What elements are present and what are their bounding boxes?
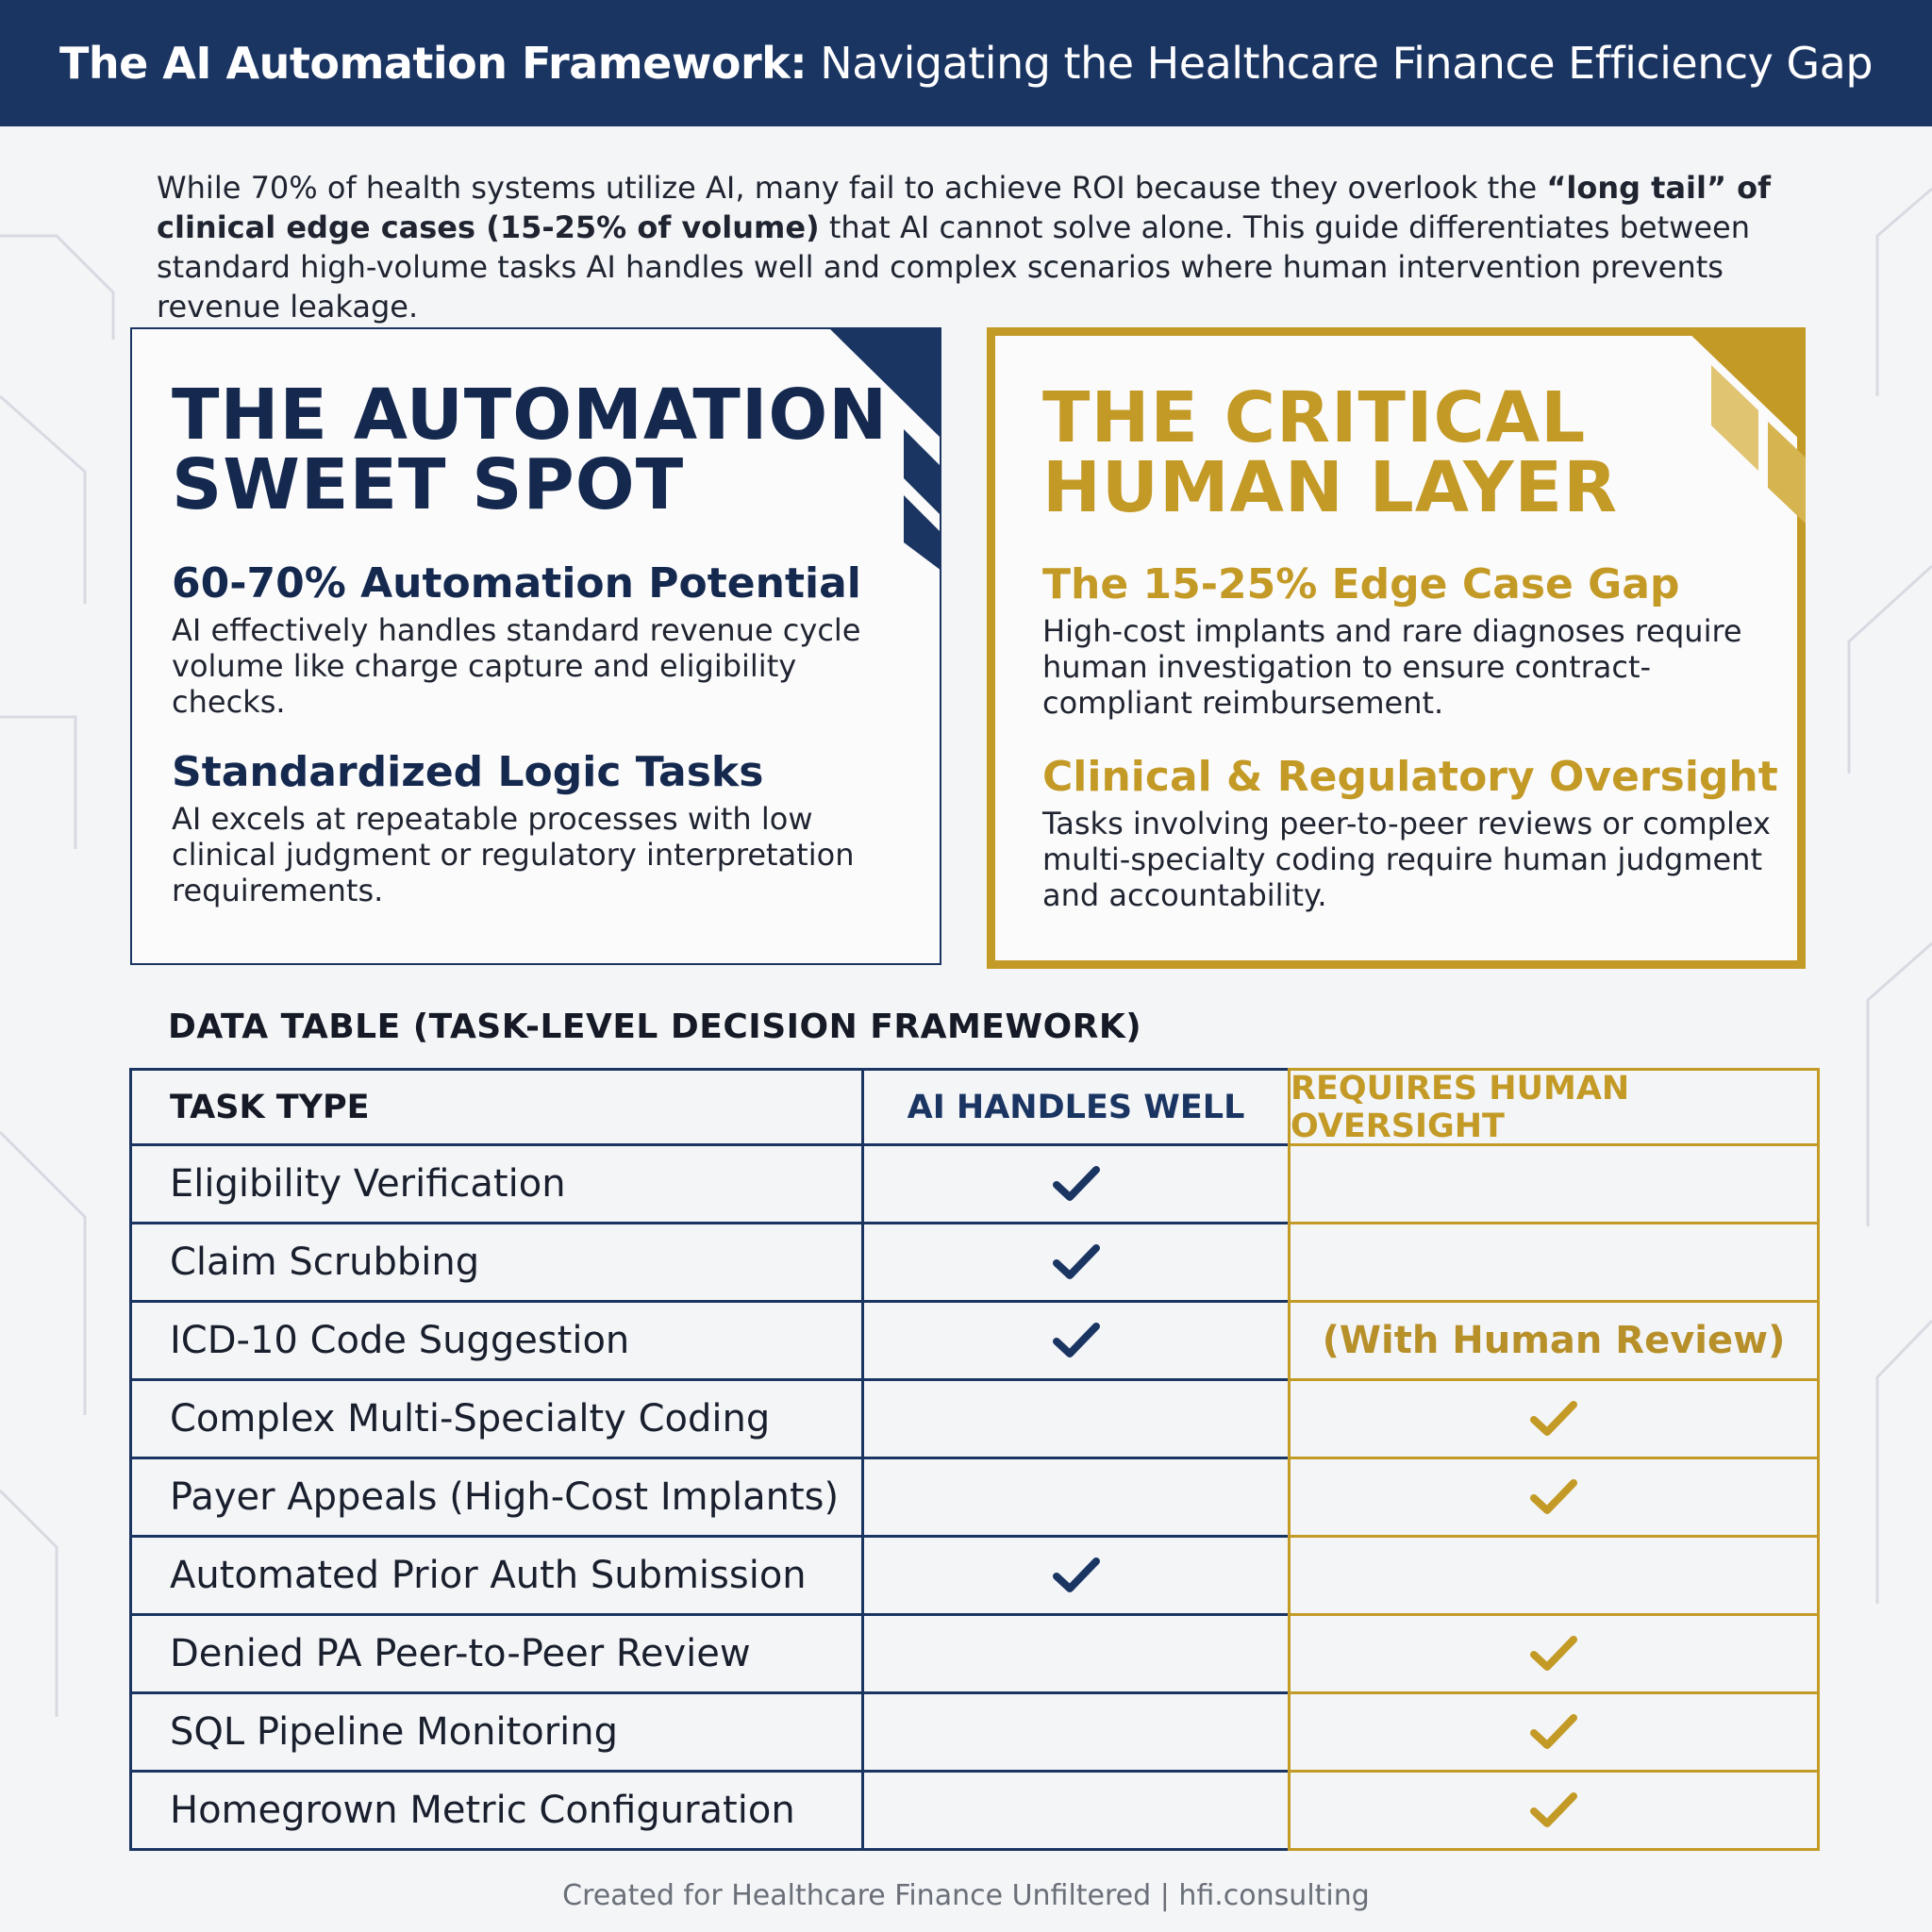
task-type-cell: Automated Prior Auth Submission bbox=[129, 1538, 861, 1616]
ai-handles-well-cell bbox=[861, 1303, 1288, 1381]
table-row bbox=[129, 1616, 1820, 1694]
card-title-line1: THE CRITICAL bbox=[1042, 377, 1587, 458]
section-body: High-cost implants and rare diagnoses require human investigation to ensure contract-compliant reimbursement. bbox=[1042, 613, 1742, 721]
header-ai-handles-well: AI HANDLES WELL bbox=[861, 1068, 1288, 1146]
table-row bbox=[129, 1694, 1820, 1773]
checkmark-icon bbox=[1049, 1162, 1104, 1206]
ai-handles-well-cell bbox=[861, 1146, 1288, 1224]
human-oversight-cell bbox=[1288, 1538, 1820, 1616]
ai-handles-well-cell bbox=[861, 1381, 1288, 1459]
checkmark-icon bbox=[1526, 1632, 1581, 1675]
table-row bbox=[129, 1459, 1820, 1538]
automation-section-2 bbox=[172, 748, 917, 908]
checkmark-icon bbox=[1049, 1554, 1104, 1597]
intro-text-1: While 70% of health systems utilize AI, many fail to achieve ROI because they overlook the bbox=[157, 170, 1547, 206]
section-heading: 60-70% Automation Potential bbox=[172, 559, 861, 608]
human-review-note: (With Human Review) bbox=[1322, 1319, 1786, 1362]
checkmark-icon bbox=[1526, 1710, 1581, 1754]
table-row bbox=[129, 1381, 1820, 1459]
checkmark-icon bbox=[1049, 1241, 1104, 1284]
section-heading: Standardized Logic Tasks bbox=[172, 748, 764, 796]
task-type-cell: Eligibility Verification bbox=[129, 1146, 861, 1224]
card-title-line1: THE AUTOMATION bbox=[172, 375, 889, 456]
human-oversight-cell bbox=[1288, 1616, 1820, 1694]
card-title-line2: HUMAN LAYER bbox=[1042, 447, 1619, 528]
header-requires-human-oversight: REQUIRES HUMAN OVERSIGHT bbox=[1288, 1068, 1820, 1146]
task-type-cell: Payer Appeals (High-Cost Implants) bbox=[129, 1459, 861, 1538]
header-title-rest: Navigating the Healthcare Finance Efficiency Gap bbox=[807, 38, 1874, 89]
checkmark-icon bbox=[1526, 1475, 1581, 1519]
task-type-cell: SQL Pipeline Monitoring bbox=[129, 1694, 861, 1773]
human-oversight-cell bbox=[1288, 1381, 1820, 1459]
ai-handles-well-cell bbox=[861, 1224, 1288, 1303]
decision-table bbox=[129, 1068, 1820, 1851]
human-oversight-cell bbox=[1288, 1303, 1820, 1381]
header-task-type: TASK TYPE bbox=[129, 1068, 861, 1146]
card-title bbox=[1042, 377, 1619, 528]
footer-credit: Created for Healthcare Finance Unfiltered | hfi.consulting bbox=[562, 1879, 1370, 1912]
automation-section-1 bbox=[172, 559, 917, 720]
ai-handles-well-cell bbox=[861, 1773, 1288, 1851]
intro-paragraph bbox=[157, 168, 1789, 326]
table-row bbox=[129, 1773, 1820, 1851]
human-oversight-cell bbox=[1288, 1224, 1820, 1303]
ai-handles-well-cell bbox=[861, 1459, 1288, 1538]
ai-handles-well-cell bbox=[861, 1694, 1288, 1773]
human-section-2 bbox=[1042, 753, 1788, 913]
human-section-1 bbox=[1042, 560, 1788, 721]
card-title bbox=[172, 375, 889, 525]
card-title-line2: SWEET SPOT bbox=[172, 444, 685, 525]
intro-text-bold: “long tail” of clinical edge cases (15-25% of volume) bbox=[157, 170, 1772, 245]
human-oversight-cell bbox=[1288, 1459, 1820, 1538]
section-heading: Clinical & Regulatory Oversight bbox=[1042, 753, 1778, 801]
automation-sweet-spot-card bbox=[130, 327, 941, 965]
ai-handles-well-cell bbox=[861, 1538, 1288, 1616]
human-oversight-cell bbox=[1288, 1773, 1820, 1851]
task-type-cell: Homegrown Metric Configuration bbox=[129, 1773, 861, 1851]
task-type-cell: Denied PA Peer-to-Peer Review bbox=[129, 1616, 861, 1694]
section-body: Tasks involving peer-to-peer reviews or complex multi-specialty coding require human judgment and accountability. bbox=[1042, 806, 1771, 913]
task-type-cell: ICD-10 Code Suggestion bbox=[129, 1303, 861, 1381]
table-row bbox=[129, 1224, 1820, 1303]
human-oversight-cell bbox=[1288, 1146, 1820, 1224]
human-oversight-cell bbox=[1288, 1694, 1820, 1773]
table-title: DATA TABLE (TASK-LEVEL DECISION FRAMEWORK) bbox=[168, 1008, 1142, 1046]
critical-human-layer-card bbox=[987, 327, 1806, 969]
section-body: AI excels at repeatable processes with low clinical judgment or regulatory interpretation requirements. bbox=[172, 801, 855, 908]
ai-handles-well-cell bbox=[861, 1616, 1288, 1694]
task-type-cell: Claim Scrubbing bbox=[129, 1224, 861, 1303]
checkmark-icon bbox=[1049, 1319, 1104, 1362]
table-row bbox=[129, 1303, 1820, 1381]
header-title-bold: The AI Automation Framework: bbox=[58, 38, 808, 89]
table-row bbox=[129, 1146, 1820, 1224]
gold-corner-decoration bbox=[1683, 327, 1806, 525]
table-header-row bbox=[129, 1068, 1820, 1146]
intro-text-2: that AI cannot solve alone. This guide differentiates between standard high-volume tasks AI handles well and complex scenarios where human intervention prevents revenue leakage. bbox=[157, 209, 1750, 325]
table-row bbox=[129, 1538, 1820, 1616]
page-header bbox=[0, 0, 1932, 126]
section-heading: The 15-25% Edge Case Gap bbox=[1042, 560, 1680, 608]
task-type-cell: Complex Multi-Specialty Coding bbox=[129, 1381, 861, 1459]
checkmark-icon bbox=[1526, 1397, 1581, 1441]
checkmark-icon bbox=[1526, 1789, 1581, 1832]
table-body bbox=[129, 1146, 1820, 1851]
section-body: AI effectively handles standard revenue cycle volume like charge capture and eligibility checks. bbox=[172, 612, 861, 720]
